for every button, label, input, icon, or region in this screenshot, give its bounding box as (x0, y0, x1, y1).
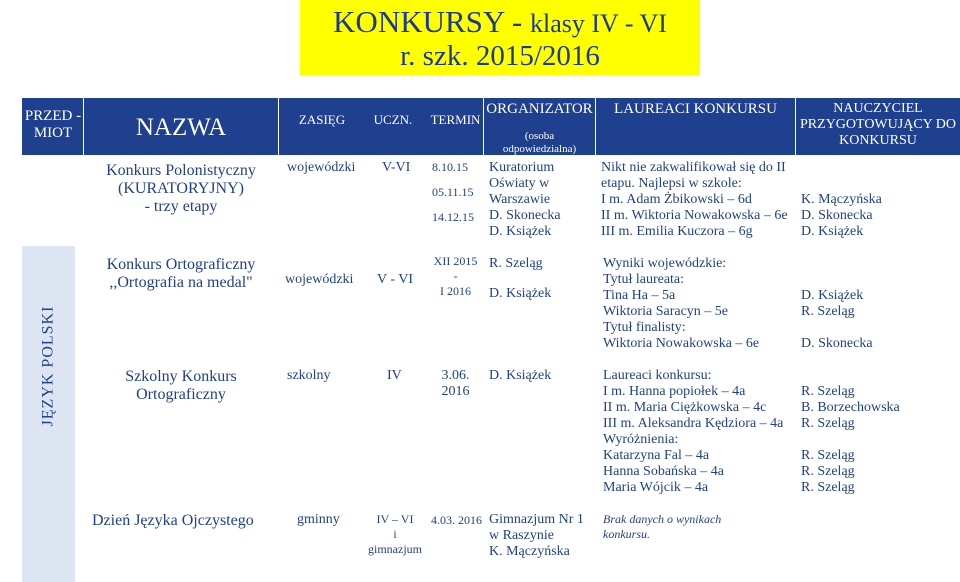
row2-laureaci: Wyniki wojewódzkie: Tytuł laureata: Tina Ha – 5a Wiktoria Saracyn – 5e Tytuł finalisty: Wiktoria Nowakowska – 6e (603, 256, 760, 351)
row3-organizator: D. Książek (489, 368, 552, 383)
row2-organizator: R. Szeląg D. Książek (489, 256, 552, 301)
row1-zasieg: wojewódzki (287, 160, 356, 175)
row2-nazwa: Konkurs Ortograficzny ,,Ortografia na medal" (106, 256, 256, 291)
header-termin: TERMIN (430, 112, 481, 127)
row1-laureaci: Nikt nie zakwalifikował się do II etapu. Najlepsi w szkole: I m. Adam Żbikowski – 6d II m. Wiktoria Nowakowska – 6e III m. Emilia Kuczora – 6g (601, 160, 788, 239)
subject-label: JĘZYK POLSKI (39, 305, 57, 427)
row3-uczn: IV (387, 368, 402, 383)
row4-organizator: Gimnazjum Nr 1 w Raszynie K. Mączyńska (489, 512, 584, 559)
row1-uczn: V-VI (382, 160, 411, 175)
school-year: r. szk. 2015/2016 (400, 40, 600, 72)
header-organizator-sub: (osoba odpowiedzialna) (502, 130, 577, 155)
header-organizator: ORGANIZATOR (486, 101, 593, 117)
row4-zasieg: gminny (297, 512, 340, 527)
row3-laureaci: Laureaci konkursu: I m. Hanna popiołek – 4a II m. Maria Ciężkowska – 4c III m. Aleksandra Kędziora – 4a Wyróżnienia: Katarzyna Fal – 4a Hanna Sobańska – 4a Maria Wójcik – 4a (603, 368, 784, 495)
row1-nauczyciel: K. Mączyńska D. Skonecka D. Książek (801, 192, 882, 239)
header-laureaci: LAUREACI KONKURSU (614, 101, 777, 117)
row3-zasieg: szkolny (287, 368, 331, 383)
row4-nazwa: Dzień Języka Ojczystego (92, 512, 254, 529)
page-title: KONKURSY - klasy IV - VI (333, 4, 667, 39)
row2-termin: XII 2015 - I 2016 (433, 254, 478, 298)
row1-nazwa: Konkurs Polonistyczny (KURATORYJNY) - trzy etapy (106, 162, 256, 215)
row2-uczn: V - VI (377, 272, 414, 287)
row2-zasieg: wojewódzki (285, 272, 354, 287)
row1-termin: 8.10.15 05.11.15 14.12.15 (432, 160, 474, 224)
row1-organizator: Kuratorium Oświaty w Warszawie D. Skonecka D. Książek (489, 160, 561, 239)
header-zasieg: ZASIĘG (298, 112, 346, 127)
header-nauczyciel: NAUCZYCIEL PRZYGOTOWUJĄCY DO KONKURSU (800, 101, 956, 149)
row3-termin: 3.06. 2016 (441, 368, 470, 399)
header-przedmiot: PRZED -MIOT (24, 108, 82, 142)
row3-nauczyciel: R. Szeląg B. Borzechowska R. Szeląg R. Szeląg R. Szeląg R. Szeląg (801, 384, 900, 495)
row3-nazwa: Szkolny Konkurs Ortograficzny (125, 368, 237, 403)
row4-termin: 4.03. 2016 (431, 513, 482, 527)
row2-nauczyciel: D. Książek R. Szeląg D. Skonecka (801, 288, 873, 351)
header-uczn: UCZN. (373, 112, 413, 127)
row4-laureaci: Brak danych o wynikach konkursu. (603, 512, 722, 541)
header-nazwa: NAZWA (135, 114, 227, 141)
row4-uczn: IV – VI i gimnazjum (368, 512, 422, 556)
